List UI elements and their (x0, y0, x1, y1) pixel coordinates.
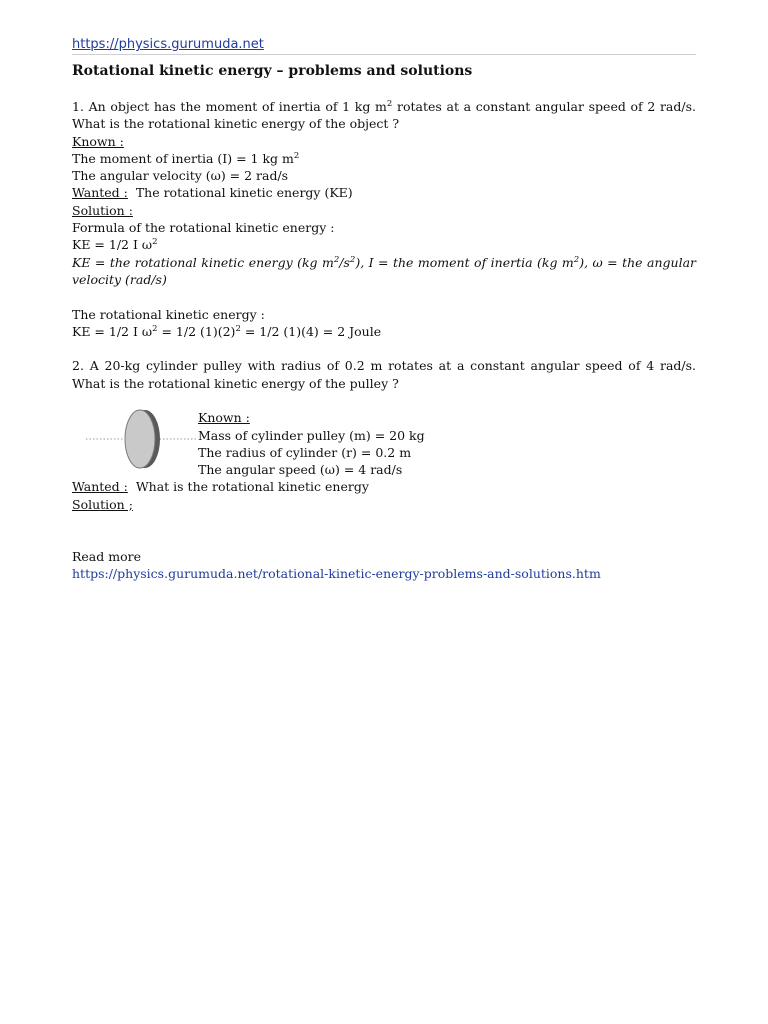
formula: KE = 1/2 I $\omega^2$ (72, 237, 158, 253)
problem2-question: 2. A 20-kg cylinder pulley with radius of 0.2 m rotates at a constant angular speed of 4 rad/s. What is the rotational kinetic energy of the pulley ? (72, 358, 696, 391)
header-link[interactable]: https://physics.gurumuda.net (72, 37, 264, 52)
answer-calculation: KE = 1/2 I $\omega^2 = 1/2$ $(1)(2)^2 = 1/2$ (1)(4) = 2 Joule (72, 323, 382, 339)
problem1-question: 1. An object has the moment of inertia of 1 kg $m^2$ rotates at a constant angular speed of 2 rad/s. What is the rotational kinetic energy of the object ? (72, 99, 696, 132)
problem1-solution-label: Solution : (72, 202, 133, 218)
answer-intro: The rotational kinetic energy : (72, 306, 265, 322)
problem1-known-label: Known : (72, 133, 124, 149)
problem2-known-item: The angular speed (ω) = 4 rad/s (198, 462, 403, 478)
problem2-known-item: Mass of cylinder pulley (m) = 20 kg (198, 427, 425, 443)
page-title: Rotational kinetic energy – problems and solutions (72, 63, 473, 79)
read-more-label: Read more (72, 548, 141, 564)
formula-intro: Formula of the rotational kinetic energy : (72, 220, 335, 236)
document-body (72, 98, 696, 582)
problem1-wanted: Wanted : The rotational kinetic energy (KE) (72, 185, 353, 201)
problem2-known-item: The radius of cylinder (r) = 0.2 m (198, 444, 412, 460)
cylinder-pulley-figure (84, 408, 200, 470)
problem1-known-item: The angular velocity (ω) = 2 rad/s (72, 168, 289, 184)
problem2-known-label: Known : (198, 410, 250, 426)
problem2-wanted: Wanted : What is the rotational kinetic energy (72, 479, 369, 495)
problem2-known-block (72, 409, 696, 478)
read-more-link[interactable]: https://physics.gurumuda.net/rotational-kinetic-energy-problems-and-solutions.htm (72, 565, 601, 581)
formula-definitions: KE = the rotational kinetic energy (kg $m^2/s^2$), I = the moment of inertia (kg $m^2$), ω = the angular velocity (rad/s) (72, 254, 696, 287)
problem2-solution-label: Solution ; (72, 496, 133, 512)
header-divider (72, 54, 696, 55)
problem1-known-item: The moment of inertia (I) = 1 kg $m^2$ (72, 150, 300, 166)
